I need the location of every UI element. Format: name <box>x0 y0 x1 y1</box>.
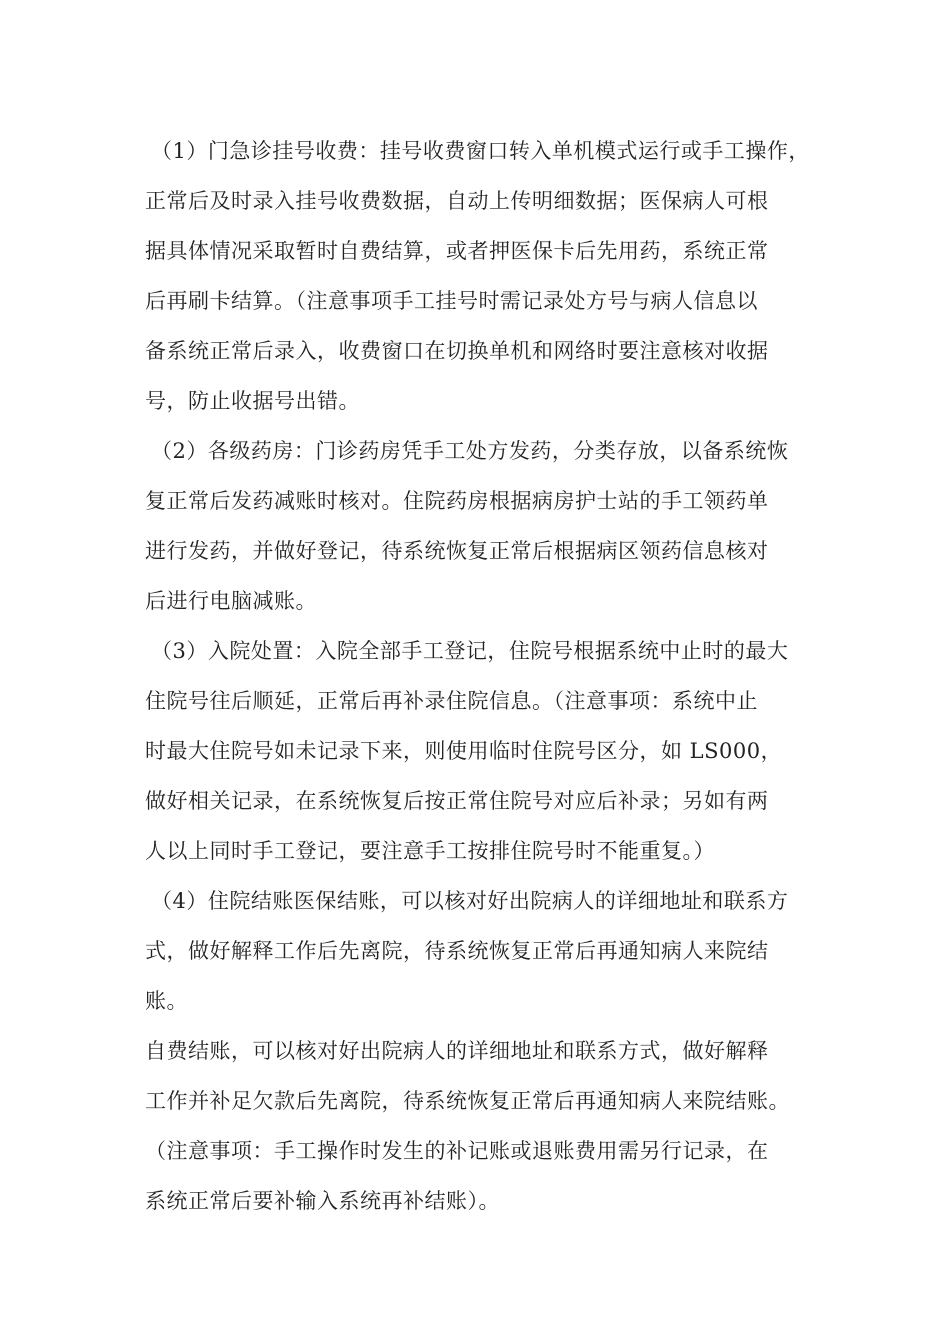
paragraph-admission <box>145 626 845 876</box>
text-line: （1）门急诊挂号收费：挂号收费窗口转入单机模式运行或手工操作， <box>151 139 810 163</box>
text-line: 工作并补足欠款后先离院，待系统恢复正常后再通知病人来院结账。 <box>145 1089 790 1113</box>
text-line: （3）入院处置：入院全部手工登记，住院号根据系统中止时的最大 <box>151 639 789 663</box>
text-line: 式，做好解释工作后先离院，待系统恢复正常后再通知病人来院结 <box>145 939 769 963</box>
paragraph-self-pay-settlement <box>145 1026 845 1226</box>
text-line: 账。 <box>145 989 188 1013</box>
text-line: （4）住院结账医保结账，可以核对好出院病人的详细地址和联系方 <box>151 889 789 913</box>
paragraph-outpatient-registration <box>145 126 845 426</box>
text-line: 备系统正常后录入，收费窗口在切换单机和网络时要注意核对收据 <box>145 339 769 363</box>
paragraph-insurance-settlement <box>145 876 845 1026</box>
text-line: 正常后及时录入挂号收费数据，自动上传明细数据；医保病人可根 <box>145 189 769 213</box>
text-line: 做好相关记录，在系统恢复后按正常住院号对应后补录；另如有两 <box>145 789 769 813</box>
text-line: 住院号往后顺延，正常后再补录住院信息。（注意事项：系统中止 <box>145 689 758 713</box>
text-line: 复正常后发药减账时核对。住院药房根据病房护士站的手工领药单 <box>145 489 769 513</box>
text-line: 系统正常后要补输入系统再补结账）。 <box>145 1189 500 1213</box>
text-line: 号，防止收据号出错。 <box>145 389 360 413</box>
document-body <box>145 126 845 1226</box>
text-line: （注意事项：手工操作时发生的补记账或退账费用需另行记录，在 <box>145 1139 769 1163</box>
text-line: 自费结账，可以核对好出院病人的详细地址和联系方式，做好解释 <box>145 1039 769 1063</box>
text-line: 进行发药，并做好登记，待系统恢复正常后根据病区领药信息核对 <box>145 539 769 563</box>
text-line: 人以上同时手工登记，要注意手工按排住院号时不能重复。） <box>145 839 715 863</box>
text-line: 时最大住院号如未记录下来，则使用临时住院号区分，如 LS000， <box>145 739 783 763</box>
text-line: （2）各级药房：门诊药房凭手工处方发药，分类存放，以备系统恢 <box>151 439 789 463</box>
text-line: 据具体情况采取暂时自费结算，或者押医保卡后先用药，系统正常 <box>145 239 769 263</box>
paragraph-pharmacy <box>145 426 845 626</box>
text-line: 后再刷卡结算。（注意事项手工挂号时需记录处方号与病人信息以 <box>145 289 758 313</box>
text-line: 后进行电脑减账。 <box>145 589 317 613</box>
